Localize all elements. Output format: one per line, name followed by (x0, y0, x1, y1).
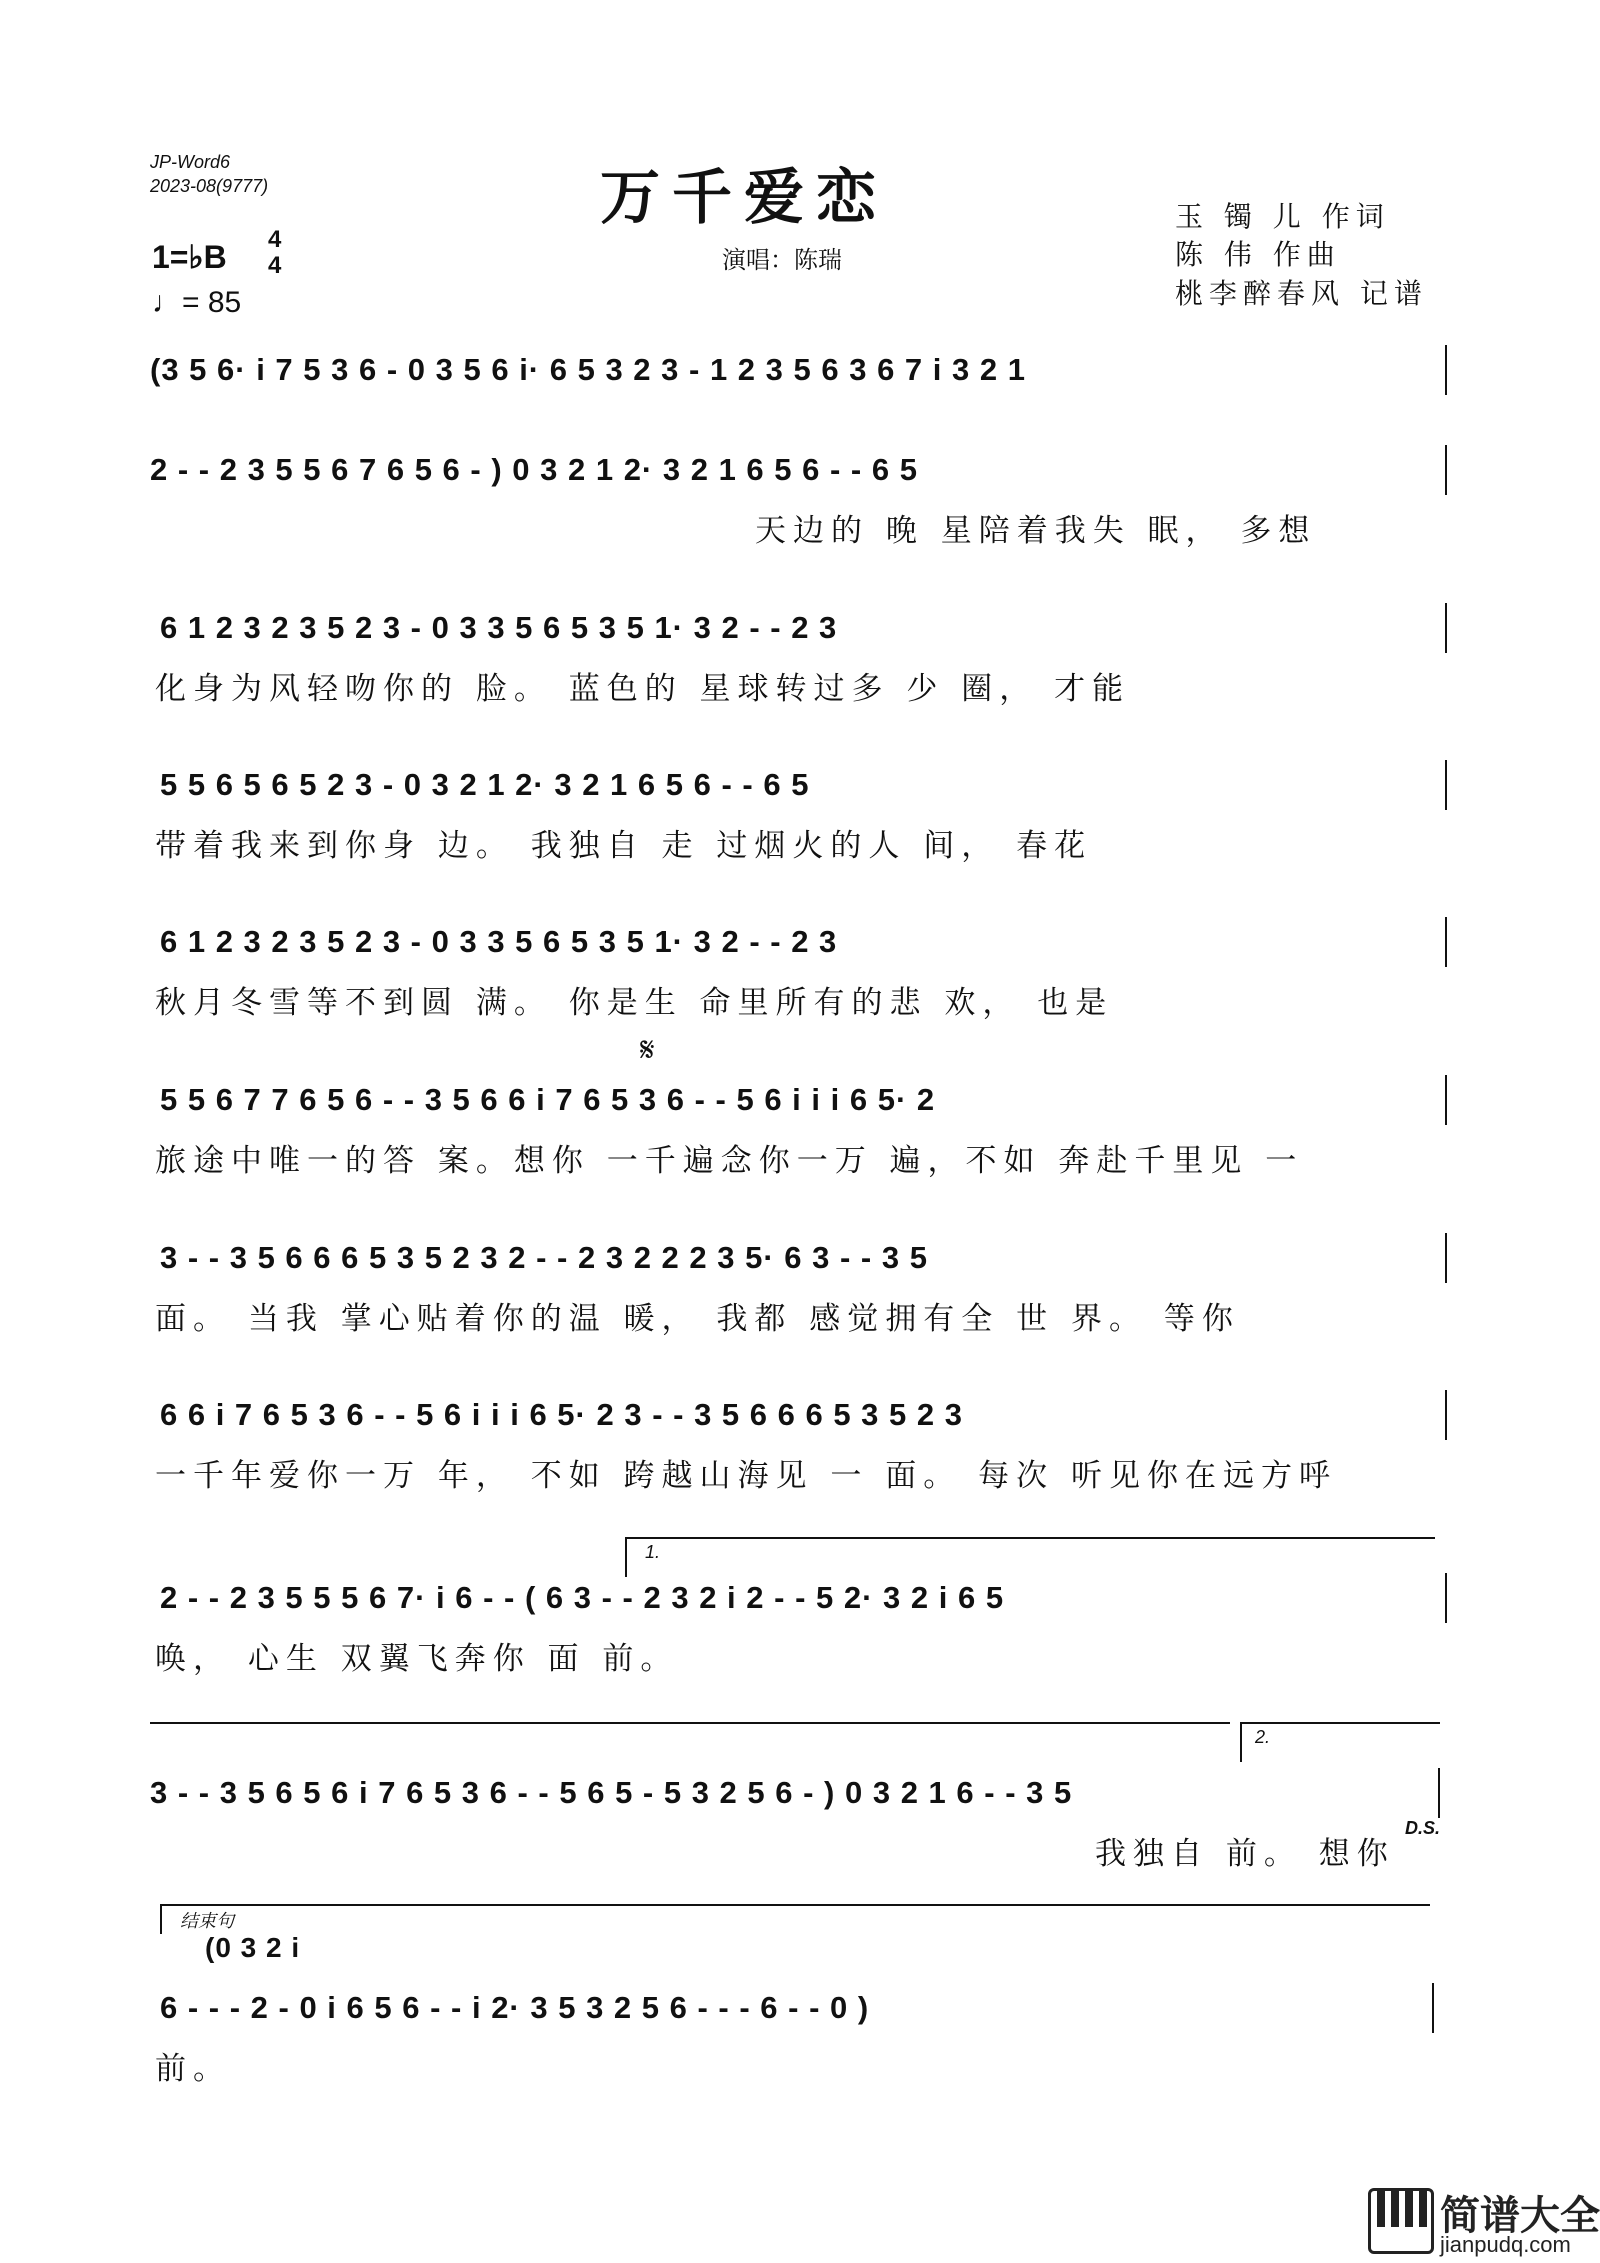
barline (1445, 603, 1447, 653)
key-signature: 1=♭B (152, 239, 227, 275)
system-10-lyrics: 我独自 前。 想你 (1095, 1836, 1395, 1872)
system-5-notes: 6 1 2 3 2 3 5 2 3 - 0 3 3 5 6 5 3 5 1· 3 2 - - 2 3 (160, 924, 838, 959)
volta-2-label: 2. (1255, 1727, 1271, 1747)
system-11-notes: 6 - - - 2 - 0 i 6 5 6 - - i 2· 3 5 3 2 5 6 - - - 6 - - 0 ) (160, 1990, 870, 2025)
watermark-url: jianpudq.com (1440, 2232, 1571, 2257)
transcriber-credit: 桃李醉春风 记谱 (1175, 277, 1428, 310)
system-5-lyrics: 秋月冬雪等不到圆 满。 你是生 命里所有的悲 欢， 也是 (155, 985, 1114, 1021)
system-4-lyrics: 带着我来到你身 边。 我独自 走 过烟火的人 间， 春花 (155, 828, 1093, 864)
song-title: 万千爱恋 (600, 163, 888, 233)
piano-logo-icon (1368, 2188, 1434, 2254)
system-6-notes: 5 5 6 7 7 6 5 6 - - 3 5 6 6 i 7 6 5 3 6 - - 5 6 i i i 6 5· 2 (160, 1082, 936, 1117)
singer-label: 演唱：陈瑞 (722, 246, 842, 274)
time-signature-top: 4 (268, 226, 282, 253)
system-9-notes: 2 - - 2 3 5 5 5 6 7· i 6 - - ( 6 3 - - 2 3 2 i 2 - - 5 2· 3 2 i 6 5 (160, 1580, 1005, 1615)
date-label: 2023-08(9777) (150, 176, 269, 196)
volta-2-bracket (1240, 1722, 1440, 1724)
system-3-lyrics: 化身为风轻吻你的 脸。 蓝色的 星球转过多 少 圈， 才能 (155, 671, 1131, 707)
volta-1-label: 1. (645, 1542, 661, 1562)
ds-mark: D.S. (1405, 1818, 1441, 1838)
system-1-notes: (3 5 6· i 7 5 3 6 - 0 3 5 6 i· 6 5 3 2 3 - 1 2 3 5 6 3 6 7 i 3 2 1 (150, 352, 1026, 387)
system-3-notes: 6 1 2 3 2 3 5 2 3 - 0 3 3 5 6 5 3 5 1· 3 2 - - 2 3 (160, 610, 838, 645)
system-6-lyrics: 旅途中唯一的答 案。想你 一千遍念你一万 遍，不如 奔赴千里见 一 (155, 1143, 1304, 1179)
segno-mark: 𝄋 (640, 1030, 655, 1070)
volta-1-continuation (150, 1722, 1230, 1724)
barline (1445, 445, 1447, 495)
system-8-lyrics: 一千年爱你一万 年， 不如 跨越山海见 一 面。 每次 听见你在远方呼 (155, 1458, 1337, 1494)
end-barline (1432, 1983, 1434, 2033)
system-2-notes: 2 - - 2 3 5 5 6 7 6 5 6 - ) 0 3 2 1 2· 3 2 1 6 5 6 - - 6 5 (150, 452, 918, 487)
volta-1-bracket-start (625, 1537, 627, 1577)
system-10-notes: 3 - - 3 5 6 5 6 i 7 6 5 3 6 - - 5 6 5 - 5 3 2 5 6 - ) 0 3 2 1 6 - - 3 5 (150, 1775, 1073, 1810)
barline (1445, 1075, 1447, 1125)
barline (1445, 917, 1447, 967)
barline (1445, 1233, 1447, 1283)
final-barline (1438, 1768, 1440, 1818)
barline (1445, 1573, 1447, 1623)
time-signature-bottom: 4 (268, 252, 282, 279)
system-9-lyrics: 唤， 心生 双翼飞奔你 面 前。 (155, 1641, 679, 1677)
system-2-lyrics: 天边的 晚 星陪着我失 眠， 多想 (755, 513, 1317, 549)
volta-2-bracket-start (1240, 1722, 1242, 1762)
system-8-notes: 6 6 i 7 6 5 3 6 - - 5 6 i i i 6 5· 2 3 - - 3 5 6 6 6 5 3 5 2 3 (160, 1397, 963, 1432)
watermark-name: 简谱大全 (1440, 2193, 1600, 2239)
coda-bracket (160, 1904, 1430, 1906)
volta-1-bracket (625, 1537, 1435, 1539)
coda-pickup: (0 3 2 i (205, 1932, 301, 1963)
coda-label: 结束句 (180, 1911, 234, 1931)
software-label: JP-Word6 (150, 152, 231, 172)
composer-credit: 陈 伟 作曲 (1175, 238, 1341, 271)
system-7-lyrics: 面。 当我 掌心贴着你的温 暖， 我都 感觉拥有全 世 界。 等你 (155, 1301, 1240, 1337)
system-4-notes: 5 5 6 5 6 5 2 3 - 0 3 2 1 2· 3 2 1 6 5 6 - - 6 5 (160, 767, 810, 802)
tempo-marking: ♩= 85 (152, 286, 242, 319)
system-11-lyrics: 前。 (155, 2051, 231, 2087)
barline (1445, 345, 1447, 395)
barline (1445, 1390, 1447, 1440)
system-7-notes: 3 - - 3 5 6 6 6 5 3 5 2 3 2 - - 2 3 2 2 2 3 5· 6 3 - - 3 5 (160, 1240, 928, 1275)
barline (1445, 760, 1447, 810)
lyricist-credit: 玉 镯 儿 作词 (1175, 200, 1390, 233)
coda-bracket-start (160, 1904, 162, 1934)
